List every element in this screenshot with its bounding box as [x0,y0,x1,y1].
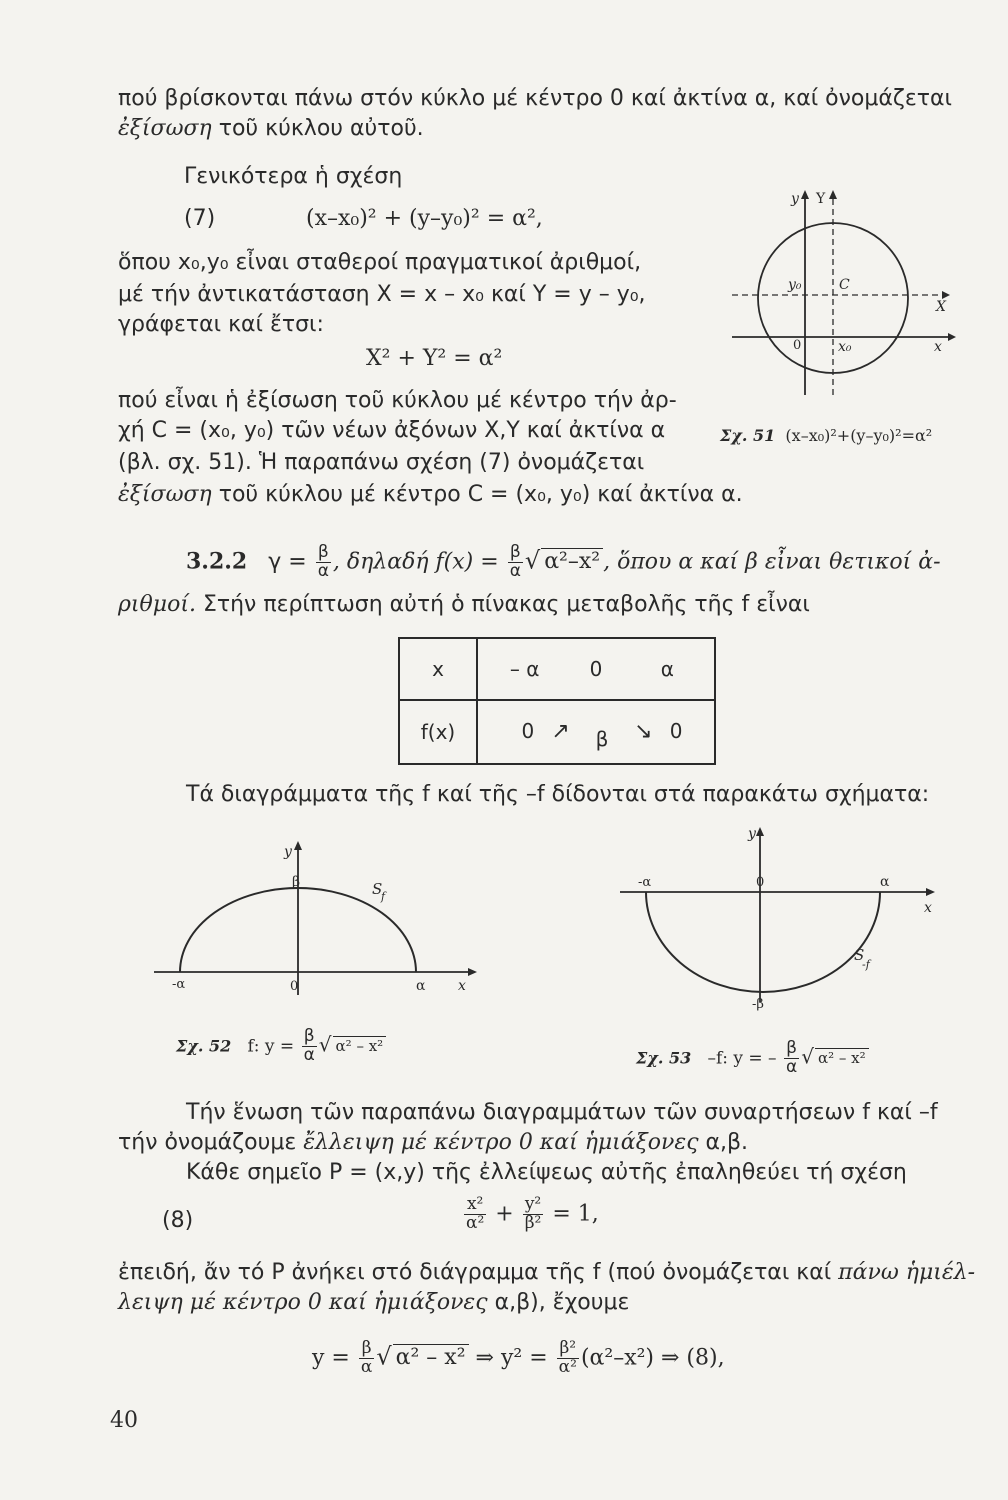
section-heading [186,544,941,581]
x-axis-arrow [926,888,935,896]
text-span: α,β), ἔχουμε [487,1290,630,1315]
y-axis-arrow [294,841,302,850]
denominator: α² [466,1212,485,1233]
label-y0: y₀ [788,277,802,293]
text-line: μέ τήν ἀντικατάσταση X = x – x₀ καί Y = y – y₀, [118,282,646,307]
caption-number: Σχ. 53 [636,1048,692,1068]
label-f: -f [862,958,870,971]
label-y: y [791,191,799,207]
figure-caption [636,1040,869,1077]
sqrt-sign: √ [801,1044,814,1069]
label-Y: Y [816,191,826,207]
text-line [118,1290,629,1316]
numerator: x² [464,1196,486,1215]
label-y: y [284,844,292,860]
italic-term: ἐξίσωση [118,116,212,141]
label-x: x [458,978,466,994]
italic-term: ἔλλειψη μέ κέντρο 0 καί ἡμιάξονες [303,1130,699,1155]
label-neg-beta: -β [752,997,764,1012]
italic-term: ἐξίσωση [118,482,212,507]
eq-part: ⇒ y² = [475,1345,548,1371]
y-axis-arrow [801,190,809,199]
label-neg-a: -α [638,875,652,890]
increasing-arrow-icon: ↗ [551,719,570,745]
fraction [784,1040,799,1077]
label-C: C [839,277,850,293]
caption-number: Σχ. 52 [176,1036,232,1056]
equation-number: (7) [184,206,216,231]
label-0: 0 [793,338,802,353]
table-row [399,638,715,700]
figure-52 [150,840,490,1005]
gamma-eq: γ = [268,549,307,575]
text-line: Τά διαγράμματα τῆς f καί τῆς –f δίδονται στά παρακάτω σχήματα: [186,782,930,807]
figure-53 [618,822,948,1022]
text-span: Στήν περίπτωση αὐτή ὁ πίνακας μεταβολῆς τῆς f εἶναι [195,592,810,617]
y-axis-arrow [756,827,764,836]
caption-number: Σχ. 51 [720,426,776,445]
denominator: β² [524,1212,542,1233]
text-line: χή C = (x₀, y₀) τῶν νέων ἀξόνων X,Y καί ἀκτίνα α [118,418,666,443]
table-cell: f(x) [399,700,477,764]
table-row [399,700,715,764]
label-S: S [854,946,865,964]
equation-number: (8) [162,1208,194,1233]
dilad: , δηλαδή f(x) = [332,549,499,575]
sqrt-sign: √ [318,1032,332,1057]
final-equation [312,1340,725,1377]
figure-51 [720,185,990,435]
text-line [118,1130,748,1156]
label-0: 0 [756,875,765,890]
label-neg-a: -α [172,977,186,992]
caption-eq: –f: y = – [707,1048,777,1069]
text-span: τοῦ κύκλου μέ κέντρο C = (x₀, y₀) καί ἀκτίνα α. [211,482,743,507]
x-axis-arrow [468,968,477,976]
text-line: ὅπου x₀,y₀ εἶναι σταθεροί πραγματικοί ἀριθμοί, [118,250,642,275]
figure-caption [720,426,932,445]
sqrt-content: α² – x² [333,1036,387,1055]
fraction [302,1028,317,1065]
denominator: α [360,1356,373,1377]
decreasing-arrow-icon: ↘ [634,719,653,745]
table-cell: x [399,638,477,700]
cell-value: β [595,727,609,752]
page-number: 40 [110,1408,138,1433]
denominator: α [317,560,329,581]
numerator: β [302,1028,317,1047]
equation: (x–x₀)² + (y–y₀)² = α², [306,206,543,231]
italic-term: λειψη μέ κέντρο 0 καί ἡμιάξονες [118,1290,488,1315]
label-X: X [936,299,946,315]
ellipse-equation: $\frac{\text{x²}}{\text{α²}}$ + $\frac{\text{y²}}{\text{β²}}$ = 1, [466,1194,599,1233]
fraction [557,1340,579,1377]
numerator: β [316,544,331,563]
cell-value: 0 [521,719,535,744]
table-cell [477,638,715,700]
fraction [523,1196,544,1233]
text-line: πού βρίσκονται πάνω στόν κύκλο μέ κέντρο 0 καί ἀκτίνα α, καί ὀνομάζεται [118,86,952,111]
cell-value: – α [509,656,540,681]
label-0: 0 [290,979,299,994]
equation-end: = 1, [552,1201,599,1227]
sqrt-content: α² – x² [815,1048,869,1067]
sqrt-content: α²–x² [541,548,603,575]
text-span: τοῦ κύκλου αὐτοῦ. [211,116,424,141]
text-span: α,β. [698,1130,749,1155]
numerator: β² [557,1340,579,1359]
fraction [316,544,331,581]
label-x: x [934,339,942,355]
text-line [118,116,424,142]
italic-term: ριθμοί. [118,592,196,617]
text-span: ἐπειδή, ἄν τό P ἀνήκει στό διάγραμμα τῆς f (πού ὀνομάζεται καί [118,1260,839,1285]
text-span: τήν ὀνομάζουμε [118,1130,304,1155]
fraction [359,1340,374,1377]
section-text: , ὅπου α καί β εἶναι θετικοί ἀ- [603,549,941,575]
numerator: y² [523,1196,544,1215]
denominator: α [303,1044,315,1065]
denominator: α² [558,1356,577,1377]
fraction [508,544,523,581]
Y-axis-arrow [829,190,837,199]
text-line: Τήν ἕνωση τῶν παραπάνω διαγραμμάτων τῶν συναρτήσεων f καί –f [186,1100,938,1125]
numerator: β [508,544,523,563]
x-axis-arrow [948,333,956,341]
text-line: γράφεται καί ἔτσι: [118,312,324,337]
text-line: Γενικότερα ἡ σχέση [184,164,403,189]
fraction [464,1196,486,1233]
label-x: x [924,900,932,916]
equation: X² + Y² = α² [366,346,503,371]
text-line: Κάθε σημεῖο P = (x,y) τῆς ἐλλείψεως αὐτῆς ἐπαληθεύει τή σχέση [186,1160,907,1185]
cell-value: 0 [589,656,603,681]
section-number: 3.2.2 [186,548,248,575]
label-f: f [381,890,386,903]
text-line: (βλ. σχ. 51). Ἡ παραπάνω σχέση (7) ὀνομάζεται [118,450,645,475]
table-cell [477,700,715,764]
denominator: α [785,1056,798,1077]
text-line [118,482,743,508]
X-axis-arrow [942,291,950,299]
sqrt-sign: √ [524,546,541,575]
sqrt-content: α² – x² [393,1344,469,1371]
eq-part: (α²–x²) ⇒ (8), [580,1345,725,1371]
label-x0: x₀ [838,339,852,355]
numerator: β [359,1340,374,1359]
text-line [118,592,810,618]
label-y: y [748,826,756,842]
figure-caption [176,1028,386,1065]
label-beta: β [292,874,301,890]
denominator: α [509,560,521,581]
label-a: α [880,874,890,890]
sqrt-sign: √ [376,1342,392,1371]
lower-half-ellipse [646,892,880,992]
caption-equation: (x–x₀)²+(y–y₀)²=α² [785,426,933,445]
text-line [118,1260,975,1286]
cell-value: 0 [669,719,683,744]
text-line: πού εἶναι ἡ ἐξίσωση τοῦ κύκλου μέ κέντρο τήν ἀρ- [118,388,677,413]
numerator: β [784,1040,799,1059]
variation-table [398,637,716,765]
caption-eq: f: y = [247,1036,295,1057]
eq-part: y = [312,1345,350,1371]
label-S: S [372,880,383,898]
cell-value: α [660,656,674,681]
label-a: α [416,978,426,994]
italic-term: πάνω ἡμιέλ- [838,1260,976,1285]
